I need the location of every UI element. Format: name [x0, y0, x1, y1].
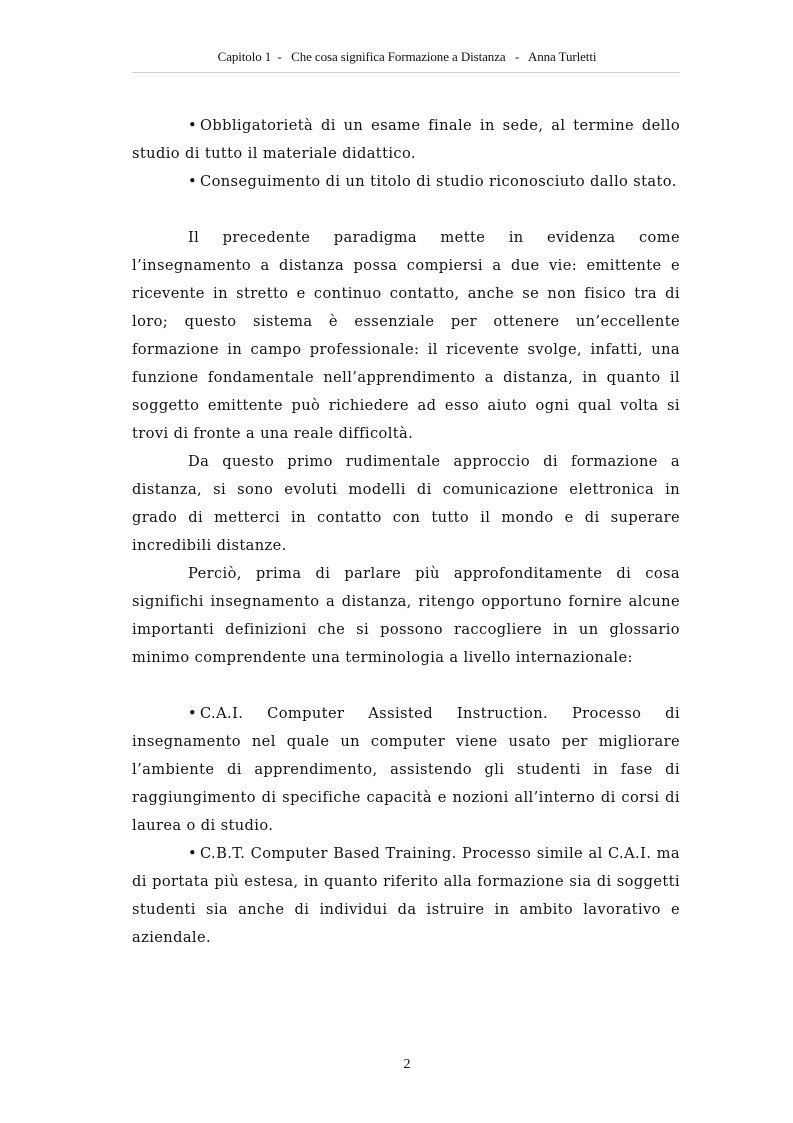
glossary-item	[132, 700, 680, 840]
paragraph-spacer	[132, 672, 680, 700]
page-number: 2	[403, 1057, 411, 1072]
glossary-item	[132, 840, 680, 952]
bullet-item	[132, 168, 680, 196]
running-header: Capitolo 1 - Che cosa significa Formazione a Distanza - Anna Turletti	[217, 49, 597, 64]
page-body	[132, 112, 680, 952]
body-paragraph: Da questo primo rudimentale approccio di formazione a distanza, si sono evoluti modelli di comunicazione elettronica in grado di metterci in contatto con tutto il mondo e di superare incredibili distanze.	[132, 453, 680, 554]
bullet-item	[132, 112, 680, 168]
bullet-text: Obbligatorietà di un esame finale in sede, al termine dello studio di tutto il materiale didattico.	[132, 117, 680, 162]
bullet-icon: •	[188, 173, 198, 190]
bullet-icon: •	[188, 845, 198, 862]
body-paragraph: Il precedente paradigma mette in evidenza come l’insegnamento a distanza possa compiersi a due vie: emittente e ricevente in stretto e continuo contatto, anche se non fisico tra di loro; questo sistema è essenziale per ottenere un’eccellente formazione in campo professionale: il ricevente svolge, infatti, una funzione fondamentale nell’apprendimento a distanza, in quanto il soggetto emittente può richiedere ad esso aiuto ogni qual volta si trovi di fronte a una reale difficoltà.	[132, 229, 680, 442]
glossary-text: C.B.T. Computer Based Training. Processo simile al C.A.I. ma di portata più estesa, in quanto riferito alla formazione sia di soggetti studenti sia anche di individui da istruire in ambito lavorativo e aziendale.	[132, 845, 680, 946]
bullet-text: Conseguimento di un titolo di studio riconosciuto dallo stato.	[200, 173, 677, 190]
body-paragraph: Perciò, prima di parlare più approfonditamente di cosa significhi insegnamento a distanza, ritengo opportuno fornire alcune importanti definizioni che si possono raccogliere in un glossario minimo comprendente una terminologia a livello internazionale:	[132, 565, 680, 666]
paragraph-spacer	[132, 196, 680, 224]
bullet-icon: •	[188, 117, 198, 134]
glossary-text: C.A.I. Computer Assisted Instruction. Processo di insegnamento nel quale un computer viene usato per migliorare l’ambiente di apprendimento, assistendo gli studenti in fase di raggiungimento di specifiche capacità e nozioni all’interno di corsi di laurea o di studio.	[132, 705, 680, 834]
bullet-icon: •	[188, 705, 198, 722]
header-rule	[132, 72, 680, 73]
